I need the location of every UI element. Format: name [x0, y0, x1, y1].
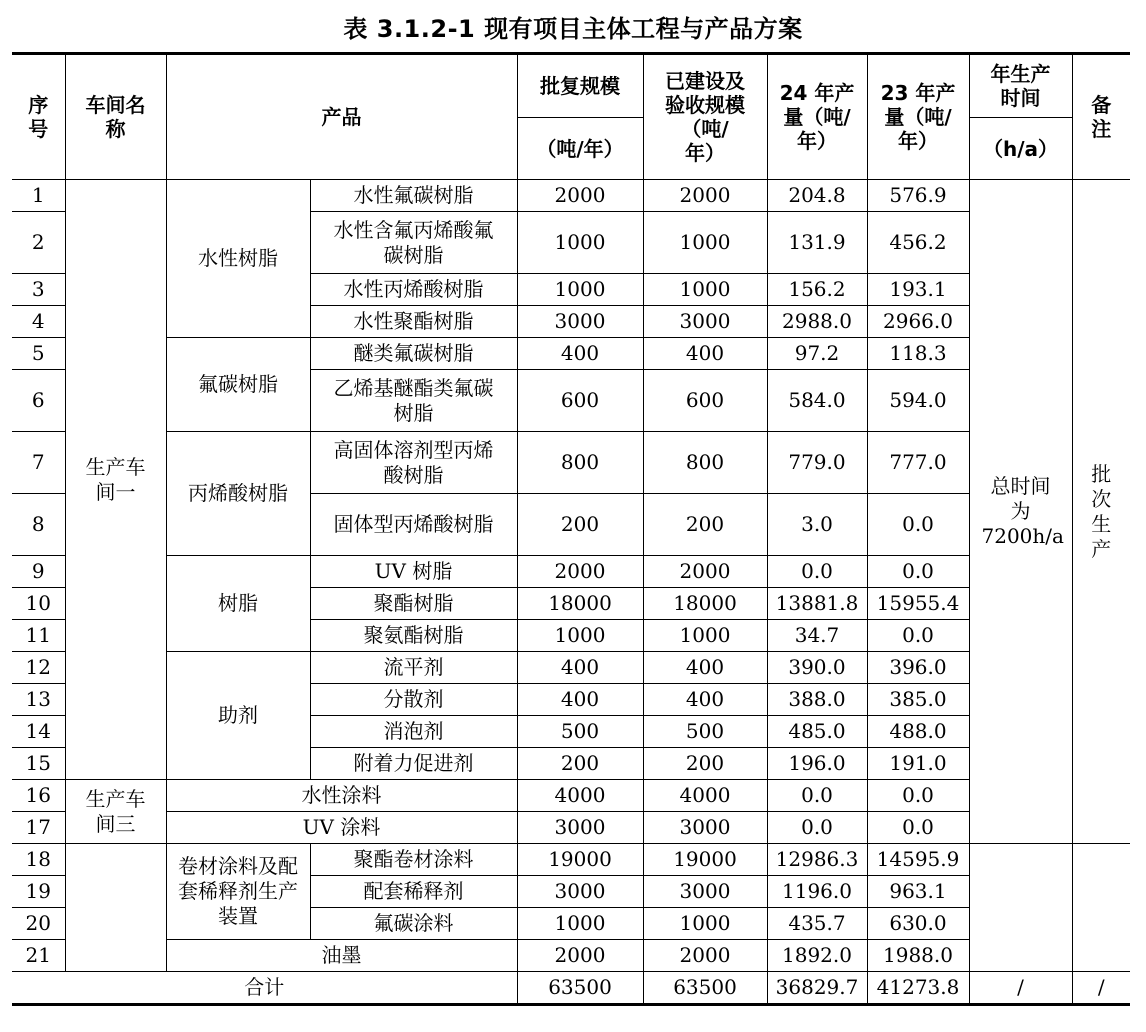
cell-seq: 5 [12, 338, 65, 370]
header-y24: 24 年产量（吨/年） [767, 54, 867, 180]
cell-hours-note: 总时间为7200h/a [969, 180, 1072, 844]
cell-product: 附着力促进剂 [310, 748, 517, 780]
header-hours: 年生产时间 [969, 54, 1072, 118]
cell-approved: 4000 [517, 780, 643, 812]
cell-workshop-3: 生产车间三 [65, 780, 166, 844]
cell-y23: 777.0 [867, 432, 969, 494]
cell-seq: 19 [12, 876, 65, 908]
header-product: 产品 [166, 54, 517, 180]
cell-product: 水性丙烯酸树脂 [310, 274, 517, 306]
cell-y24: 12986.3 [767, 844, 867, 876]
cell-y24: 435.7 [767, 908, 867, 940]
cell-built: 600 [643, 370, 767, 432]
cell-seq: 7 [12, 432, 65, 494]
cell-seq: 12 [12, 652, 65, 684]
cell-y24: 131.9 [767, 212, 867, 274]
cell-y24: 156.2 [767, 274, 867, 306]
cell-total-y24: 36829.7 [767, 972, 867, 1005]
cell-approved: 2000 [517, 180, 643, 212]
cell-built: 1000 [643, 908, 767, 940]
cell-approved: 1000 [517, 908, 643, 940]
cell-built: 400 [643, 684, 767, 716]
table-row [12, 652, 1130, 684]
table-row [12, 780, 1130, 812]
cell-seq: 3 [12, 274, 65, 306]
cell-y24: 3.0 [767, 494, 867, 556]
cell-approved: 200 [517, 748, 643, 780]
cell-product: 氟碳涂料 [310, 908, 517, 940]
cell-y24: 0.0 [767, 556, 867, 588]
header-remark: 备注 [1072, 54, 1130, 180]
header-approved: 批复规模 [517, 54, 643, 118]
cell-y24: 485.0 [767, 716, 867, 748]
cell-y24: 196.0 [767, 748, 867, 780]
table-row [12, 180, 1130, 212]
header-built-label: 已建设及验收规模 [665, 69, 745, 117]
cell-y24: 97.2 [767, 338, 867, 370]
cell-approved: 2000 [517, 556, 643, 588]
cell-approved: 800 [517, 432, 643, 494]
cell-product: 固体型丙烯酸树脂 [310, 494, 517, 556]
table-row [12, 338, 1130, 370]
cell-product: 流平剂 [310, 652, 517, 684]
cell-seq: 4 [12, 306, 65, 338]
cell-product: 乙烯基醚酯类氟碳树脂 [310, 370, 517, 432]
cell-y24: 34.7 [767, 620, 867, 652]
cell-y23: 193.1 [867, 274, 969, 306]
cell-approved: 400 [517, 684, 643, 716]
cell-built: 3000 [643, 812, 767, 844]
cell-y24: 13881.8 [767, 588, 867, 620]
cell-category-acrylic-resin: 丙烯酸树脂 [166, 432, 310, 556]
cell-y24: 2988.0 [767, 306, 867, 338]
cell-approved: 3000 [517, 876, 643, 908]
cell-approved: 600 [517, 370, 643, 432]
header-workshop: 车间名称 [65, 54, 166, 180]
cell-workshop-empty [65, 844, 166, 972]
cell-built: 200 [643, 494, 767, 556]
cell-approved: 1000 [517, 274, 643, 306]
cell-category-resin: 树脂 [166, 556, 310, 652]
cell-approved: 400 [517, 652, 643, 684]
cell-product: 高固体溶剂型丙烯酸树脂 [310, 432, 517, 494]
cell-hours-empty [969, 844, 1072, 972]
cell-built: 500 [643, 716, 767, 748]
cell-total-label: 合计 [12, 972, 517, 1005]
cell-y24: 204.8 [767, 180, 867, 212]
cell-y23: 2966.0 [867, 306, 969, 338]
header-approved-unit: （吨/年） [517, 118, 643, 180]
cell-seq: 20 [12, 908, 65, 940]
cell-y24: 1892.0 [767, 940, 867, 972]
cell-total-remark: / [1072, 972, 1130, 1005]
cell-y24: 390.0 [767, 652, 867, 684]
cell-y23: 576.9 [867, 180, 969, 212]
cell-seq: 18 [12, 844, 65, 876]
cell-built: 400 [643, 652, 767, 684]
cell-seq: 17 [12, 812, 65, 844]
table-row [12, 844, 1130, 876]
cell-built: 3000 [643, 876, 767, 908]
cell-seq: 6 [12, 370, 65, 432]
cell-approved: 2000 [517, 940, 643, 972]
table-row [12, 432, 1130, 494]
cell-y24: 0.0 [767, 812, 867, 844]
cell-approved: 3000 [517, 306, 643, 338]
cell-approved: 18000 [517, 588, 643, 620]
table-row [12, 556, 1130, 588]
cell-built: 800 [643, 432, 767, 494]
cell-y24: 779.0 [767, 432, 867, 494]
cell-seq: 1 [12, 180, 65, 212]
cell-total-y23: 41273.8 [867, 972, 969, 1005]
cell-seq: 10 [12, 588, 65, 620]
cell-y23: 0.0 [867, 494, 969, 556]
cell-seq: 9 [12, 556, 65, 588]
cell-y23: 630.0 [867, 908, 969, 940]
cell-total-hours: / [969, 972, 1072, 1005]
table-row [12, 812, 1130, 844]
cell-built: 4000 [643, 780, 767, 812]
header-hours-unit: （h/a） [969, 118, 1072, 180]
header-built-unit: （吨/年） [681, 117, 729, 165]
cell-total-built: 63500 [643, 972, 767, 1005]
cell-product: UV 树脂 [310, 556, 517, 588]
cell-approved: 1000 [517, 620, 643, 652]
cell-y23: 594.0 [867, 370, 969, 432]
cell-y24: 1196.0 [767, 876, 867, 908]
cell-y23: 191.0 [867, 748, 969, 780]
cell-y23: 488.0 [867, 716, 969, 748]
header-seq: 序号 [12, 54, 65, 180]
cell-category-water-resin: 水性树脂 [166, 180, 310, 338]
cell-y24: 584.0 [767, 370, 867, 432]
cell-approved: 3000 [517, 812, 643, 844]
cell-y23: 0.0 [867, 620, 969, 652]
cell-y23: 118.3 [867, 338, 969, 370]
cell-built: 19000 [643, 844, 767, 876]
cell-seq: 21 [12, 940, 65, 972]
cell-built: 1000 [643, 212, 767, 274]
cell-seq: 14 [12, 716, 65, 748]
cell-category-additive: 助剂 [166, 652, 310, 780]
cell-product: 聚酯卷材涂料 [310, 844, 517, 876]
cell-approved: 400 [517, 338, 643, 370]
cell-seq: 11 [12, 620, 65, 652]
cell-built: 2000 [643, 180, 767, 212]
cell-product: 醚类氟碳树脂 [310, 338, 517, 370]
cell-approved: 200 [517, 494, 643, 556]
cell-y23: 396.0 [867, 652, 969, 684]
cell-y23: 963.1 [867, 876, 969, 908]
cell-product: 油墨 [166, 940, 517, 972]
cell-seq: 15 [12, 748, 65, 780]
cell-seq: 16 [12, 780, 65, 812]
cell-product: 配套稀释剂 [310, 876, 517, 908]
cell-y23: 456.2 [867, 212, 969, 274]
cell-remark-note: 批次生产 [1072, 180, 1130, 844]
header-built [643, 54, 767, 180]
cell-y24: 0.0 [767, 780, 867, 812]
cell-y23: 1988.0 [867, 940, 969, 972]
cell-y23: 0.0 [867, 812, 969, 844]
cell-category-fluoro-resin: 氟碳树脂 [166, 338, 310, 432]
cell-category-coil: 卷材涂料及配套稀释剂生产装置 [166, 844, 310, 940]
cell-built: 1000 [643, 274, 767, 306]
header-row-1 [12, 54, 1130, 118]
cell-built: 200 [643, 748, 767, 780]
cell-y24: 388.0 [767, 684, 867, 716]
cell-seq: 13 [12, 684, 65, 716]
table-row [12, 940, 1130, 972]
cell-y23: 0.0 [867, 780, 969, 812]
cell-built: 18000 [643, 588, 767, 620]
product-table [12, 52, 1130, 1006]
header-y23: 23 年产量（吨/年） [867, 54, 969, 180]
cell-y23: 385.0 [867, 684, 969, 716]
cell-built: 3000 [643, 306, 767, 338]
cell-product: 水性聚酯树脂 [310, 306, 517, 338]
cell-product: 分散剂 [310, 684, 517, 716]
cell-remark-empty [1072, 844, 1130, 972]
cell-y23: 0.0 [867, 556, 969, 588]
cell-product: UV 涂料 [166, 812, 517, 844]
total-row [12, 972, 1130, 1005]
table-title: 表 3.1.2-1 现有项目主体工程与产品方案 [343, 15, 803, 43]
cell-built: 2000 [643, 556, 767, 588]
cell-built: 400 [643, 338, 767, 370]
cell-seq: 8 [12, 494, 65, 556]
cell-product: 水性含氟丙烯酸氟碳树脂 [310, 212, 517, 274]
cell-product: 水性涂料 [166, 780, 517, 812]
cell-approved: 500 [517, 716, 643, 748]
cell-built: 1000 [643, 620, 767, 652]
cell-product: 聚氨酯树脂 [310, 620, 517, 652]
cell-y23: 15955.4 [867, 588, 969, 620]
cell-product: 消泡剂 [310, 716, 517, 748]
cell-workshop-1: 生产车间一 [65, 180, 166, 780]
cell-product: 水性氟碳树脂 [310, 180, 517, 212]
cell-built: 2000 [643, 940, 767, 972]
cell-y23: 14595.9 [867, 844, 969, 876]
cell-approved: 1000 [517, 212, 643, 274]
cell-approved: 19000 [517, 844, 643, 876]
cell-seq: 2 [12, 212, 65, 274]
cell-total-approved: 63500 [517, 972, 643, 1005]
cell-product: 聚酯树脂 [310, 588, 517, 620]
